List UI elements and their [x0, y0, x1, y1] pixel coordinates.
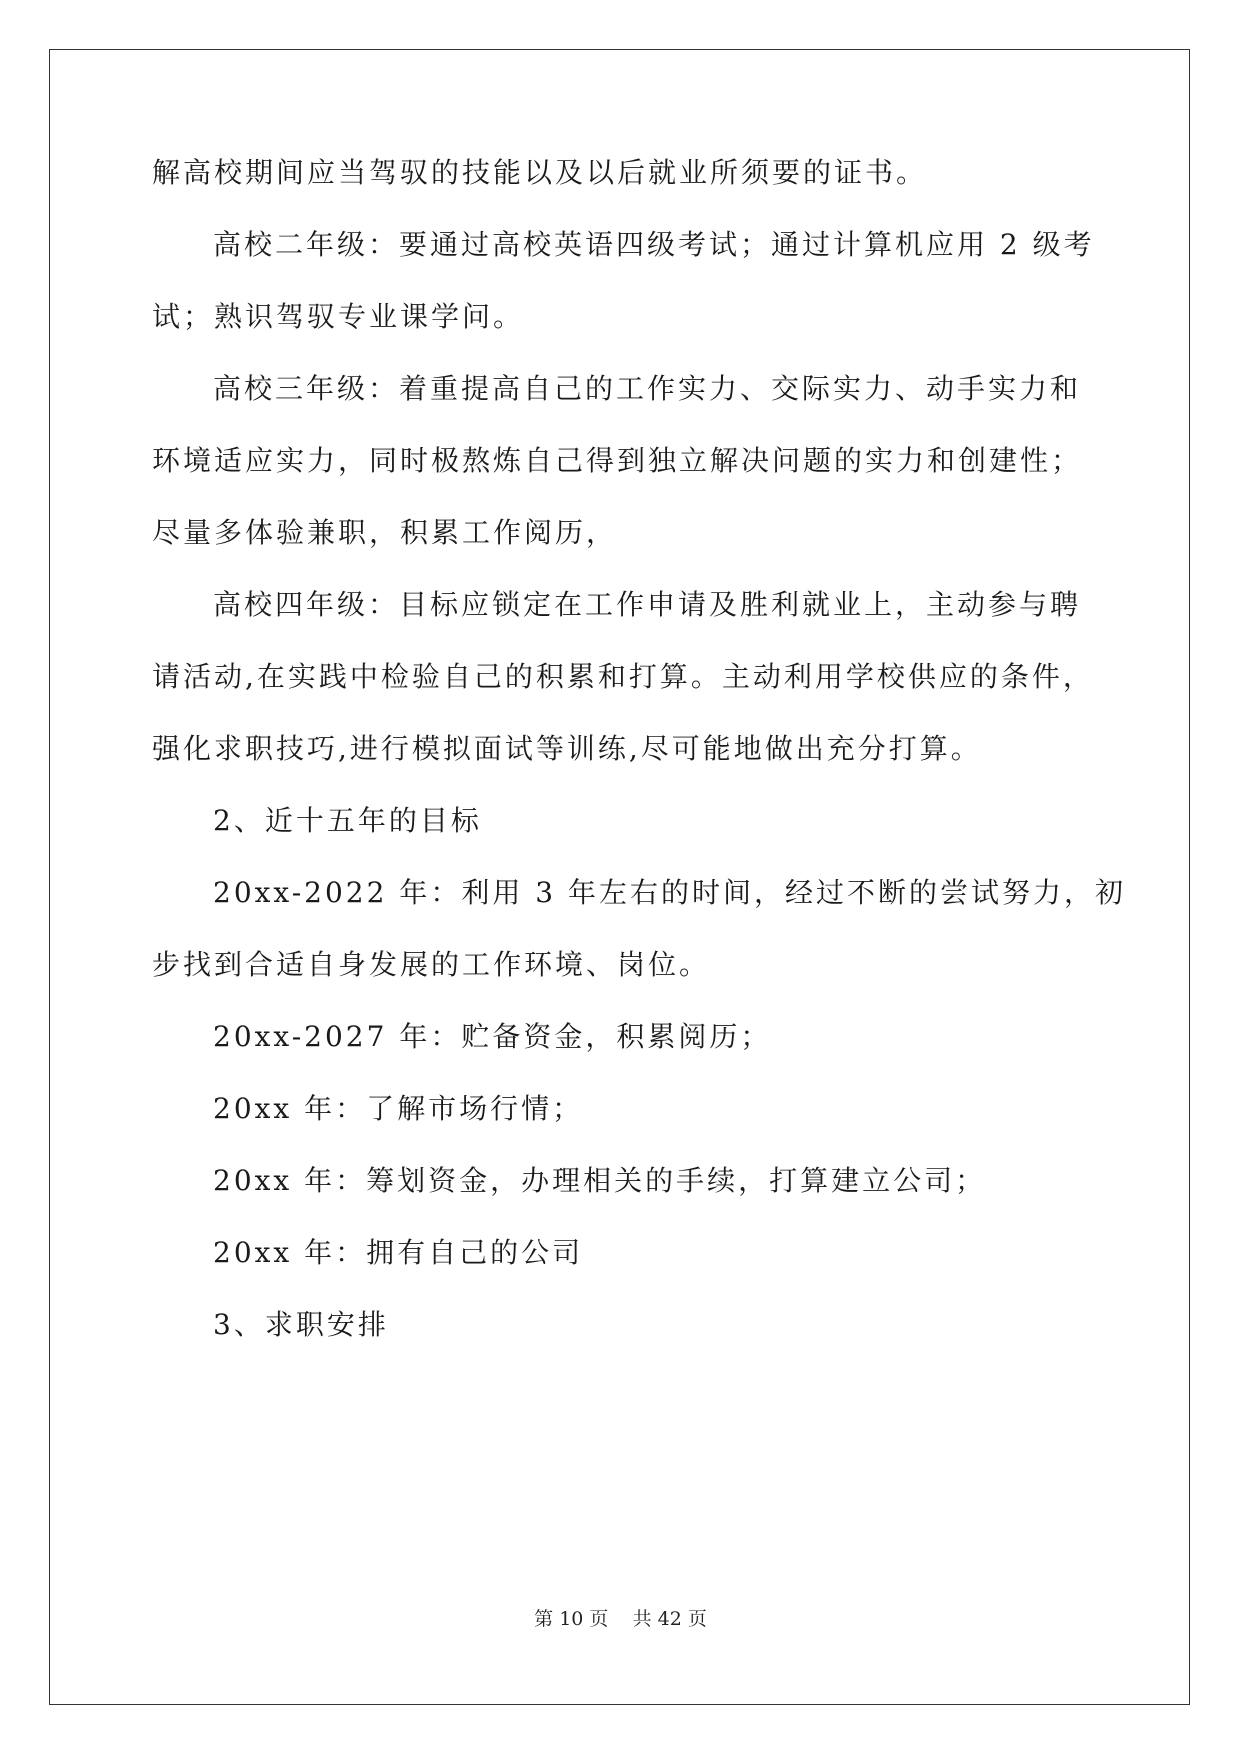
- body-line: 试；熟识驾驭专业课学问。: [152, 300, 525, 333]
- body-line: 20xx-2027 年：贮备资金，积累阅历；: [213, 1020, 772, 1053]
- body-line: 高校四年级：目标应锁定在工作申请及胜利就业上，主动参与聘: [213, 588, 1082, 621]
- body-line: 步找到合适自身发展的工作环境、岗位。: [152, 948, 711, 981]
- page-footer: 第 10 页 共 42 页: [534, 1608, 707, 1630]
- body-line: 高校二年级：要通过高校英语四级考试；通过计算机应用 2 级考: [213, 228, 1095, 261]
- body-line: 20xx-2022 年：利用 3 年左右的时间，经过不断的尝试努力，初: [213, 876, 1126, 909]
- body-line: 20xx 年：拥有自己的公司: [213, 1236, 584, 1269]
- body-line: 强化求职技巧,进行模拟面试等训练,尽可能地做出充分打算。: [152, 732, 982, 765]
- section-heading: 3、求职安排: [213, 1308, 389, 1341]
- section-heading: 2、近十五年的目标: [213, 804, 482, 837]
- body-line: 20xx 年：筹划资金，办理相关的手续，打算建立公司；: [213, 1164, 987, 1197]
- body-line: 20xx 年：了解市场行情；: [213, 1092, 584, 1125]
- body-line: 解高校期间应当驾驭的技能以及以后就业所须要的证书。: [152, 156, 928, 189]
- body-line: 请活动,在实践中检验自己的积累和打算。主动利用学校供应的条件，: [152, 660, 1094, 693]
- body-line: 尽量多体验兼职，积累工作阅历，: [152, 516, 618, 549]
- body-line: 高校三年级：着重提高自己的工作实力、交际实力、动手实力和: [213, 372, 1082, 405]
- body-line: 环境适应实力，同时极熬炼自己得到独立解决问题的实力和创建性；: [152, 444, 1083, 477]
